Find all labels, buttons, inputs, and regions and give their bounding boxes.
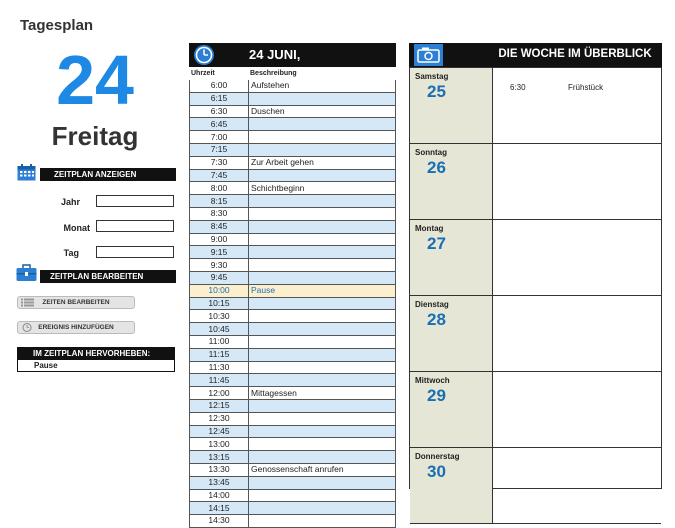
week-day-label-cell	[410, 220, 493, 295]
schedule-time: 6:15	[190, 92, 249, 105]
schedule-row[interactable]	[190, 476, 396, 489]
schedule-time: 10:45	[190, 323, 249, 336]
week-day-label-cell	[410, 144, 493, 219]
schedule-description[interactable]: Zur Arbeit gehen	[249, 156, 396, 169]
schedule-row[interactable]	[190, 374, 396, 387]
week-event-description: Frühstück	[568, 83, 604, 92]
schedule-description[interactable]	[249, 515, 396, 528]
schedule-time: 8:45	[190, 220, 249, 233]
schedule-row[interactable]	[190, 387, 396, 400]
schedule-row[interactable]	[190, 259, 396, 272]
week-day-name: Donnerstag	[415, 452, 460, 461]
schedule-description[interactable]	[249, 143, 396, 156]
schedule-row[interactable]	[190, 361, 396, 374]
month-label: Monat	[63, 223, 90, 233]
page-title: Tagesplan	[20, 17, 94, 34]
schedule-description[interactable]	[249, 207, 396, 220]
week-day-label-cell	[410, 296, 493, 371]
schedule-description[interactable]	[249, 374, 396, 387]
time-column-header: Uhrzeit	[191, 70, 215, 77]
schedule-row[interactable]	[190, 323, 396, 336]
schedule-time: 12:15	[190, 399, 249, 412]
schedule-row[interactable]	[190, 143, 396, 156]
schedule-time: 9:00	[190, 233, 249, 246]
camera-icon	[414, 44, 443, 66]
schedule-description[interactable]: Duschen	[249, 105, 396, 118]
schedule-row[interactable]	[190, 399, 396, 412]
schedule-table	[189, 80, 396, 528]
schedule-description[interactable]: Aufstehen	[249, 80, 396, 92]
schedule-description[interactable]	[249, 169, 396, 182]
week-day-name: Mittwoch	[415, 376, 450, 385]
schedule-row[interactable]	[190, 438, 396, 451]
schedule-row[interactable]	[190, 80, 396, 92]
schedule-description[interactable]	[249, 118, 396, 131]
edit-times-label: ZEITEN BEARBEITEN	[42, 299, 110, 306]
schedule-time: 9:30	[190, 259, 249, 272]
week-day-number: 26	[427, 158, 446, 177]
schedule-description[interactable]	[249, 246, 396, 259]
schedule-time: 8:30	[190, 207, 249, 220]
schedule-description[interactable]	[249, 335, 396, 348]
schedule-time: 11:15	[190, 348, 249, 361]
schedule-row[interactable]	[190, 246, 396, 259]
current-weekday: Freitag	[51, 121, 139, 151]
day-input[interactable]	[96, 246, 174, 258]
week-day-number: 27	[427, 234, 446, 253]
schedule-description[interactable]	[249, 131, 396, 144]
schedule-date: 24 JUNI,	[249, 47, 301, 62]
week-day-name: Sonntag	[415, 148, 447, 157]
schedule-description[interactable]	[249, 310, 396, 323]
week-day-number: 29	[427, 386, 446, 405]
schedule-time: 12:30	[190, 412, 249, 425]
schedule-row[interactable]	[190, 489, 396, 502]
schedule-time: 14:15	[190, 502, 249, 515]
schedule-description[interactable]	[249, 195, 396, 208]
current-day-number: 24	[56, 41, 134, 119]
view-schedule-label: ZEITPLAN ANZEIGEN	[54, 170, 137, 179]
month-input[interactable]	[96, 220, 174, 232]
schedule-time: 13:00	[190, 438, 249, 451]
week-day-label-cell	[410, 448, 493, 523]
edit-schedule-header	[40, 270, 176, 283]
schedule-row[interactable]	[190, 207, 396, 220]
week-day-label-cell	[410, 68, 493, 143]
week-day-label-cell	[410, 372, 493, 447]
edit-schedule-label: ZEITPLAN BEARBEITEN	[50, 272, 144, 281]
week-day-row[interactable]	[410, 144, 661, 220]
schedule-row[interactable]	[190, 271, 396, 284]
week-title: DIE WOCHE IM ÜBERBLICK	[498, 48, 652, 60]
week-day-number: 28	[427, 310, 446, 329]
week-event-time: 6:30	[510, 83, 526, 92]
schedule-description[interactable]	[249, 259, 396, 272]
schedule-time: 7:00	[190, 131, 249, 144]
edit-times-button[interactable]	[17, 296, 135, 309]
schedule-time: 6:30	[190, 105, 249, 118]
week-day-number: 25	[427, 82, 446, 101]
schedule-time: 12:00	[190, 387, 249, 400]
schedule-time: 11:30	[190, 361, 249, 374]
schedule-description[interactable]	[249, 323, 396, 336]
schedule-row[interactable]	[190, 156, 396, 169]
schedule-description[interactable]	[249, 451, 396, 464]
schedule-row[interactable]	[190, 335, 396, 348]
schedule-description[interactable]	[249, 412, 396, 425]
year-input[interactable]	[96, 195, 174, 207]
schedule-row[interactable]	[190, 284, 396, 297]
week-day-number: 30	[427, 462, 446, 481]
schedule-row[interactable]	[190, 92, 396, 105]
schedule-time: 10:00	[190, 284, 249, 297]
schedule-description[interactable]	[249, 92, 396, 105]
schedule-description[interactable]	[249, 489, 396, 502]
schedule-time: 6:45	[190, 118, 249, 131]
schedule-time: 13:30	[190, 463, 249, 476]
schedule-description[interactable]: Schichtbeginn	[249, 182, 396, 195]
schedule-row[interactable]	[190, 220, 396, 233]
schedule-description[interactable]: Pause	[249, 284, 396, 297]
highlight-label: IM ZEITPLAN HERVORHEBEN:	[33, 349, 151, 358]
schedule-row[interactable]	[190, 105, 396, 118]
schedule-row[interactable]	[190, 131, 396, 144]
schedule-description[interactable]	[249, 271, 396, 284]
toolbox-icon[interactable]	[16, 264, 37, 282]
schedule-description[interactable]	[249, 425, 396, 438]
schedule-time: 9:15	[190, 246, 249, 259]
schedule-description[interactable]	[249, 399, 396, 412]
schedule-row[interactable]	[190, 412, 396, 425]
schedule-description[interactable]: Genossenschaft anrufen	[249, 463, 396, 476]
highlight-select[interactable]: Pause	[34, 361, 58, 370]
schedule-time: 13:45	[190, 476, 249, 489]
clock-small-icon	[21, 323, 35, 332]
schedule-description[interactable]	[249, 348, 396, 361]
schedule-row[interactable]	[190, 233, 396, 246]
schedule-time: 7:15	[190, 143, 249, 156]
schedule-row[interactable]	[190, 451, 396, 464]
schedule-time: 7:45	[190, 169, 249, 182]
schedule-row[interactable]	[190, 118, 396, 131]
week-day-row[interactable]	[410, 372, 661, 448]
view-schedule-header	[40, 168, 176, 181]
schedule-row[interactable]	[190, 310, 396, 323]
schedule-row[interactable]	[190, 169, 396, 182]
schedule-description[interactable]	[249, 476, 396, 489]
week-day-row[interactable]	[410, 448, 661, 524]
schedule-time: 10:30	[190, 310, 249, 323]
year-label: Jahr	[60, 197, 80, 207]
schedule-row[interactable]	[190, 515, 396, 528]
schedule-time: 13:15	[190, 451, 249, 464]
schedule-row[interactable]	[190, 195, 396, 208]
schedule-time: 9:45	[190, 271, 249, 284]
schedule-description[interactable]	[249, 297, 396, 310]
schedule-description[interactable]	[249, 220, 396, 233]
schedule-time: 8:00	[190, 182, 249, 195]
schedule-time: 14:30	[190, 515, 249, 528]
schedule-time: 6:00	[190, 80, 249, 92]
week-overview	[409, 67, 662, 489]
week-day-row[interactable]	[410, 68, 661, 144]
schedule-row[interactable]	[190, 425, 396, 438]
list-icon	[21, 298, 35, 307]
schedule-row[interactable]	[190, 502, 396, 515]
schedule-row[interactable]	[190, 182, 396, 195]
schedule-description[interactable]	[249, 438, 396, 451]
schedule-description[interactable]	[249, 502, 396, 515]
week-day-name: Dienstag	[415, 300, 449, 309]
schedule-time: 7:30	[190, 156, 249, 169]
schedule-time: 11:00	[190, 335, 249, 348]
highlight-box	[17, 347, 175, 372]
week-day-name: Samstag	[415, 72, 449, 81]
schedule-description[interactable]	[249, 233, 396, 246]
add-event-label: EREIGNIS HINZUFÜGEN	[38, 324, 114, 331]
schedule-time: 10:15	[190, 297, 249, 310]
week-day-row[interactable]	[410, 296, 661, 372]
clock-icon	[193, 44, 215, 66]
highlight-header	[18, 348, 174, 360]
schedule-time: 8:15	[190, 195, 249, 208]
schedule-description[interactable]	[249, 361, 396, 374]
schedule-time: 12:45	[190, 425, 249, 438]
week-day-row[interactable]	[410, 220, 661, 296]
schedule-description[interactable]: Mittagessen	[249, 387, 396, 400]
week-day-name: Montag	[415, 224, 444, 233]
add-event-button[interactable]	[17, 321, 135, 334]
schedule-row[interactable]	[190, 463, 396, 476]
schedule-row[interactable]	[190, 297, 396, 310]
schedule-time: 14:00	[190, 489, 249, 502]
description-column-header: Beschreibung	[250, 70, 297, 77]
day-label: Tag	[63, 248, 79, 258]
calendar-icon[interactable]	[17, 164, 36, 181]
schedule-row[interactable]	[190, 348, 396, 361]
schedule-time: 11:45	[190, 374, 249, 387]
